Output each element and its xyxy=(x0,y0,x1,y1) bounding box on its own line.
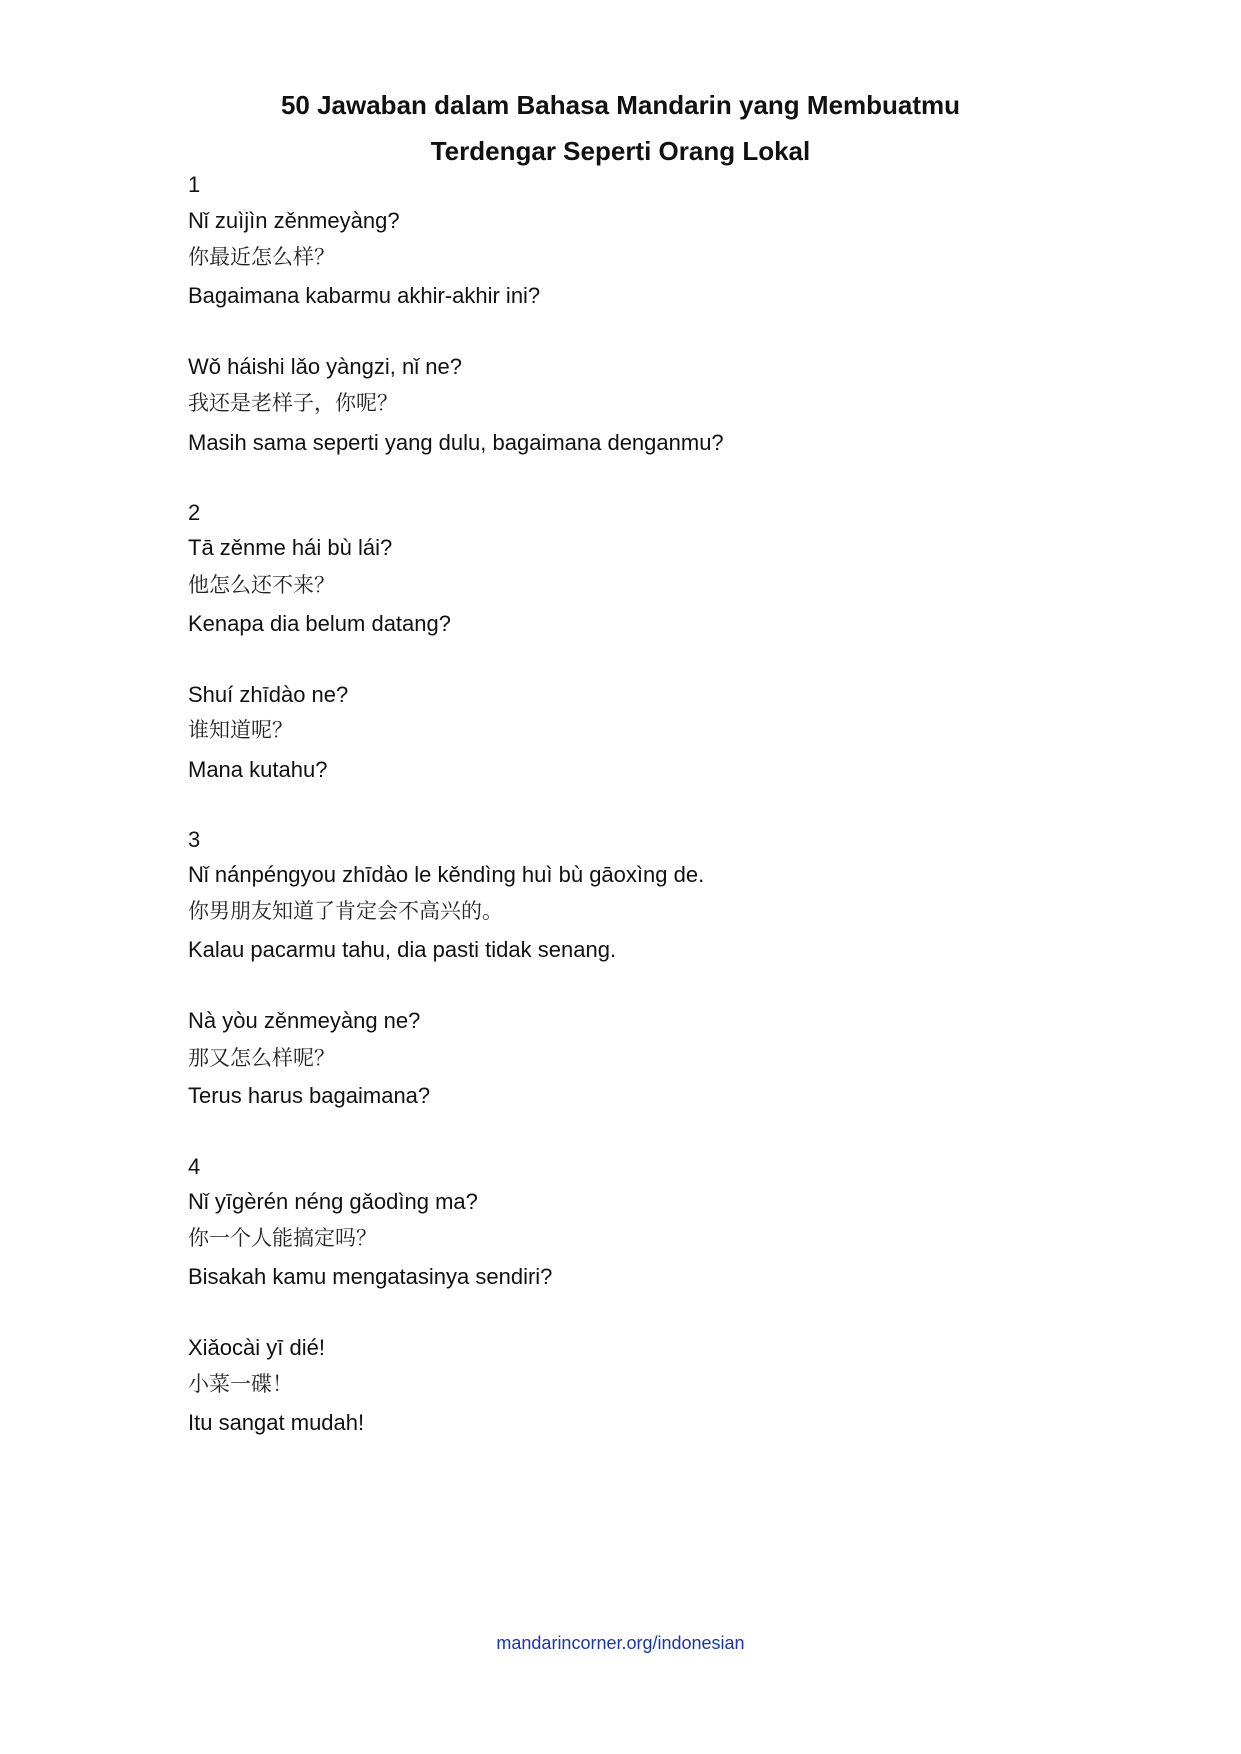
dialogue-translation: Bisakah kamu mengatasinya sendiri? xyxy=(188,1264,553,1289)
reply-pinyin: Wǒ háishi lǎo yàngzi, nǐ ne? xyxy=(188,354,462,379)
entry-number: 3 xyxy=(188,827,201,852)
reply-hanzi: 我还是老样子，你呢？ xyxy=(188,391,398,415)
reply-translation: Terus harus bagaimana? xyxy=(188,1083,431,1108)
entry-number: 1 xyxy=(188,172,201,197)
dialogue-translation: Kalau pacarmu tahu, dia pasti tidak senang. xyxy=(188,937,617,962)
dialogue-translation: Kenapa dia belum datang? xyxy=(188,611,451,636)
reply-translation: Itu sangat mudah! xyxy=(188,1410,365,1435)
document-title-line-2: Terdengar Seperti Orang Lokal xyxy=(430,136,811,166)
dialogue-hanzi: 你最近怎么样？ xyxy=(188,245,335,269)
reply-translation: Mana kutahu? xyxy=(188,757,328,782)
dialogue-hanzi: 他怎么还不来？ xyxy=(188,573,335,597)
dialogue-pinyin: Tā zěnme hái bù lái? xyxy=(188,535,393,560)
reply-translation: Masih sama seperti yang dulu, bagaimana denganmu? xyxy=(188,430,724,455)
reply-pinyin: Shuí zhīdào ne? xyxy=(188,682,349,707)
footer-website-link[interactable]: mandarincorner.org/indonesian xyxy=(496,1633,745,1653)
entry-number: 2 xyxy=(188,500,201,525)
reply-hanzi: 那又怎么样呢？ xyxy=(188,1046,335,1070)
entry-number: 4 xyxy=(188,1154,201,1179)
dialogue-translation: Bagaimana kabarmu akhir-akhir ini? xyxy=(188,283,541,308)
reply-pinyin: Nà yòu zěnmeyàng ne? xyxy=(188,1008,421,1033)
reply-hanzi: 小菜一碟！ xyxy=(188,1372,293,1396)
reply-hanzi: 谁知道呢？ xyxy=(188,718,293,742)
dialogue-pinyin: Nǐ yīgèrén néng gǎodìng ma? xyxy=(188,1189,478,1214)
reply-pinyin: Xiǎocài yī dié! xyxy=(188,1335,325,1360)
dialogue-pinyin: Nǐ zuìjìn zěnmeyàng? xyxy=(188,208,400,233)
dialogue-pinyin: Nǐ nánpéngyou zhīdào le kěndìng huì bù gāoxìng de. xyxy=(188,862,705,887)
dialogue-hanzi: 你一个人能搞定吗？ xyxy=(188,1226,377,1250)
dialogue-hanzi: 你男朋友知道了肯定会不高兴的。 xyxy=(188,899,503,923)
document-title-line-1: 50 Jawaban dalam Bahasa Mandarin yang Membuatmu xyxy=(280,90,961,120)
